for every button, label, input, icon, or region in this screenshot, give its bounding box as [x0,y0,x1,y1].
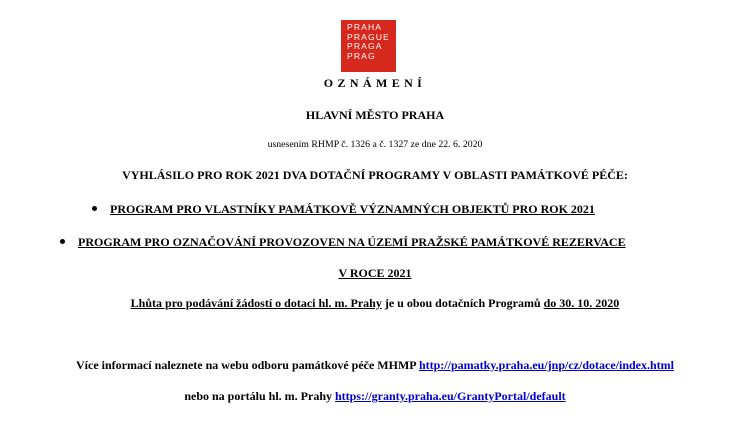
logo-line-praha: PRAHA [347,22,383,32]
more-info-label: Více informací naleznete na webu odboru památkové péče MHMP [76,358,419,372]
deadline-date: do 30. 10. 2020 [543,296,620,310]
pamatky-link[interactable]: http://pamatky.praha.eu/jnp/cz/dotace/index.html [418,358,674,372]
program-list-item [92,202,595,217]
portal-text [0,389,750,404]
logo-line-prague: PRAGUE [347,31,390,42]
declared-programs-text: VYHLÁSILO PRO ROK 2021 DVA DOTAČNÍ PROGRAMY V OBLASTI PAMÁTKOVÉ PÉČE: [122,168,628,182]
granty-portal-link[interactable]: https://granty.praha.eu/GrantyPortal/default [335,389,566,403]
bullet-icon [60,239,65,244]
program-list-item [60,235,626,250]
portal-label: nebo na portálu hl. m. Prahy [184,389,335,403]
deadline-text [0,296,750,311]
deadline-subject: Lhůta pro podávání žádostí o dotaci hl. m. Prahy [130,296,382,310]
city-title: HLAVNÍ MĚSTO PRAHA [305,108,445,122]
program-year: V ROCE 2021 [338,266,412,280]
program-title: PROGRAM PRO VLASTNÍKY PAMÁTKOVĚ VÝZNAMNÝCH OBJEKTŮ PRO ROK 2021 [110,202,595,216]
deadline-middle: je u obou dotačních Programů [381,296,544,310]
more-info-text [0,358,750,373]
resolution-text: usnesením RHMP č. 1326 a č. 1327 ze dne 22. 6. 2020 [267,139,483,150]
bullet-icon [92,206,97,211]
logo-line-prag: PRAG [347,50,376,61]
announcement-heading: OZNÁMENÍ [323,76,427,90]
praha-logo [341,20,396,72]
program-title: PROGRAM PRO OZNAČOVÁNÍ PROVOZOVEN NA ÚZEMÍ PRAŽSKÉ PAMÁTKOVÉ REZERVACE [78,235,626,249]
logo-line-praga: PRAGA [347,41,383,52]
